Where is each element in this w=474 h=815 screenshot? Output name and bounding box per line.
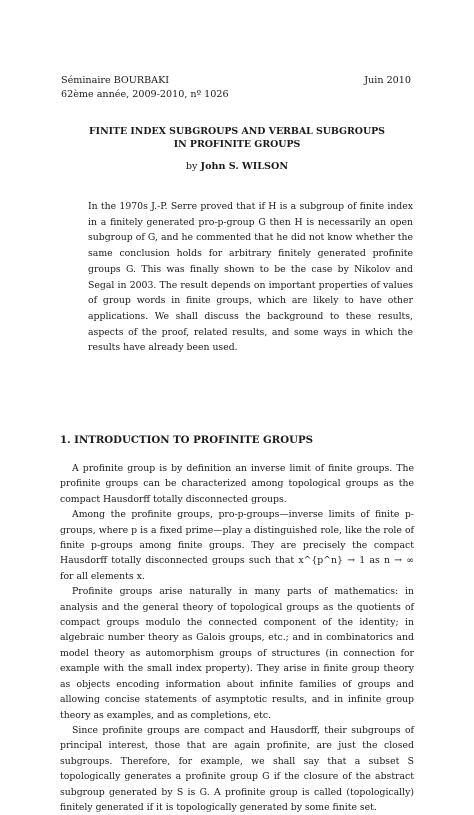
seminar-volume: 62ème année, 2009-2010, nº 1026 bbox=[61, 89, 229, 100]
paragraph: A profinite group is by definition an inverse limit of finite groups. The profinite groups can be characterized among topological groups as the compact Hausdorff totally disconnected groups. bbox=[60, 463, 414, 505]
paragraph: Profinite groups arise naturally in many parts of mathematics: in analysis and the general theory of topological groups as the quotients of compact groups modulo the connected component of the identity; in algebraic number theory as Galois groups, etc.; and in combinatorics and model theory as automorphism groups of structures (in connection for example with the small index property). They arise in finite group theory as objects encoding information about infinite families of groups and allowing concise statements of asymptotic results, and in infinite group theory as examples, and as completions, etc. bbox=[60, 586, 414, 721]
section-heading: 1. INTRODUCTION TO PROFINITE GROUPS bbox=[60, 434, 314, 446]
paper-title-line-1: FINITE INDEX SUBGROUPS AND VERBAL SUBGROUPS bbox=[89, 126, 385, 137]
section-body bbox=[60, 461, 414, 815]
paragraph: Among the profinite groups, pro-p-groups—inverse limits of finite p-groups, where p is a fixed prime—play a distinguished role, like the role of finite p-groups among finite groups. They are precisely the compact Hausdorff totally disconnected groups such that x^{p^n} → 1 as n → ∞ for all elements x. bbox=[60, 509, 414, 582]
paper-title bbox=[60, 125, 414, 151]
abstract: In the 1970s J.-P. Serre proved that if H is a subgroup of finite index in a finitely generated pro-p-group G then H is necessarily an open subgroup of G, and he commented that he did not know whether the same conclusion holds for arbitrary finitely generated profinite groups G. This was finally shown to be the case by Nikolov and Segal in 2003. The result depends on important properties of values of group words in finite groups, which are likely to have other applications. We shall discuss the background to these results, aspects of the proof, related results, and some ways in which the results have already been used. bbox=[88, 201, 413, 354]
byline bbox=[60, 161, 414, 172]
author-name: John S. WILSON bbox=[200, 161, 289, 172]
paragraph: Since profinite groups are compact and Hausdorff, their subgroups of principal interest, those that are again profinite, are just the closed subgroups. Therefore, for example, we shall say that a subset S topologically generates a profinite group G if the closure of the abstract subgroup generated by S is G. A profinite group is called (topologically) finitely generated if it is topologically generated by some finite set. bbox=[60, 724, 414, 813]
seminar-date: Juin 2010 bbox=[364, 75, 411, 86]
paper-title-line-2: IN PROFINITE GROUPS bbox=[173, 139, 301, 150]
byline-prefix: by bbox=[185, 161, 198, 172]
seminar-series: Séminaire BOURBAKI bbox=[61, 75, 170, 86]
running-header bbox=[61, 74, 229, 102]
